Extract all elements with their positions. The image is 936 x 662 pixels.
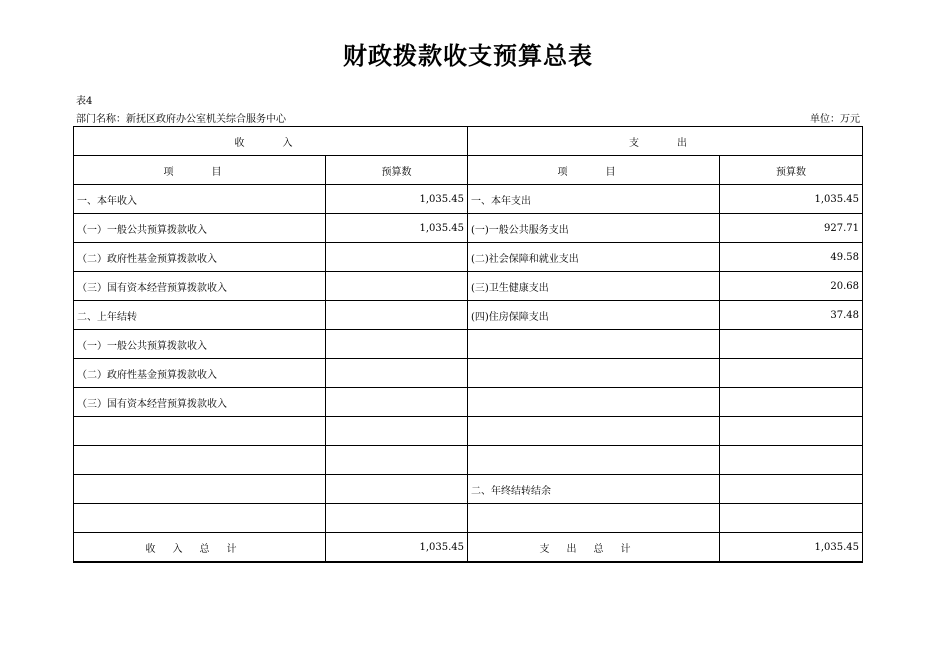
- income-amount: [326, 475, 468, 504]
- expense-amount: 927.71: [720, 214, 863, 243]
- income-amount: [326, 388, 468, 417]
- table-row: [74, 301, 863, 330]
- expense-total-label: 支出总计: [468, 533, 720, 563]
- income-amount: [326, 243, 468, 272]
- income-amount: [326, 272, 468, 301]
- income-item: 二、上年结转: [74, 301, 326, 330]
- section-header-row: [74, 127, 863, 156]
- unit-label: 单位：万元: [810, 114, 860, 125]
- expense-amount: [720, 417, 863, 446]
- expense-amount: [720, 504, 863, 533]
- expense-amount: [720, 446, 863, 475]
- expense-item: [468, 388, 720, 417]
- expense-total-amount: 1,035.45: [720, 533, 863, 563]
- income-item: [74, 417, 326, 446]
- expense-item: [468, 417, 720, 446]
- table-row: [74, 185, 863, 214]
- expense-amount: 1,035.45: [720, 185, 863, 214]
- table-row: [74, 214, 863, 243]
- income-amount: [326, 417, 468, 446]
- expense-item-header: 项 目: [468, 156, 720, 185]
- income-total-amount: 1,035.45: [326, 533, 468, 563]
- income-amount: [326, 504, 468, 533]
- table-row: [74, 359, 863, 388]
- income-amount: [326, 359, 468, 388]
- expense-amount-header: 预算数: [720, 156, 863, 185]
- income-item: [74, 446, 326, 475]
- income-item: [74, 504, 326, 533]
- expense-item: 一、本年支出: [468, 185, 720, 214]
- page-title: 财政拨款收支预算总表: [343, 41, 593, 70]
- income-item: 一、本年收入: [74, 185, 326, 214]
- table-row: [74, 446, 863, 475]
- total-row: [74, 533, 863, 563]
- column-header-row: [74, 156, 863, 185]
- income-amount: [326, 301, 468, 330]
- expense-amount: [720, 330, 863, 359]
- expense-item: [468, 330, 720, 359]
- income-amount: 1,035.45: [326, 185, 468, 214]
- income-item-header: 项 目: [74, 156, 326, 185]
- expense-section-header: 支 出: [468, 127, 863, 156]
- expense-item: [468, 359, 720, 388]
- table-row: [74, 475, 863, 504]
- table-row: [74, 388, 863, 417]
- income-item: （二）政府性基金预算拨款收入: [74, 359, 326, 388]
- expense-item: 二、年终结转结余: [468, 475, 720, 504]
- income-item: （三）国有资本经营预算拨款收入: [74, 388, 326, 417]
- table-row: [74, 272, 863, 301]
- income-total-label: 收入总计: [74, 533, 326, 563]
- income-section-header: 收 入: [74, 127, 468, 156]
- expense-item: (一)一般公共服务支出: [468, 214, 720, 243]
- budget-table: [73, 126, 863, 563]
- expense-amount: 37.48: [720, 301, 863, 330]
- table-number: 表4: [76, 96, 93, 107]
- income-amount: [326, 446, 468, 475]
- expense-amount: 49.58: [720, 243, 863, 272]
- expense-amount: 20.68: [720, 272, 863, 301]
- income-item: （一）一般公共预算拨款收入: [74, 214, 326, 243]
- table-row: [74, 330, 863, 359]
- expense-item: [468, 504, 720, 533]
- department-name: 部门名称：新抚区政府办公室机关综合服务中心: [76, 114, 286, 125]
- table-row: [74, 417, 863, 446]
- table-row: [74, 243, 863, 272]
- expense-item: (四)住房保障支出: [468, 301, 720, 330]
- income-amount: [326, 330, 468, 359]
- income-item: （一）一般公共预算拨款收入: [74, 330, 326, 359]
- income-item: [74, 475, 326, 504]
- income-item: （二）政府性基金预算拨款收入: [74, 243, 326, 272]
- expense-amount: [720, 359, 863, 388]
- expense-amount: [720, 475, 863, 504]
- income-amount: 1,035.45: [326, 214, 468, 243]
- income-item: （三）国有资本经营预算拨款收入: [74, 272, 326, 301]
- expense-item: (三)卫生健康支出: [468, 272, 720, 301]
- income-amount-header: 预算数: [326, 156, 468, 185]
- table-row: [74, 504, 863, 533]
- expense-amount: [720, 388, 863, 417]
- expense-item: (二)社会保障和就业支出: [468, 243, 720, 272]
- expense-item: [468, 446, 720, 475]
